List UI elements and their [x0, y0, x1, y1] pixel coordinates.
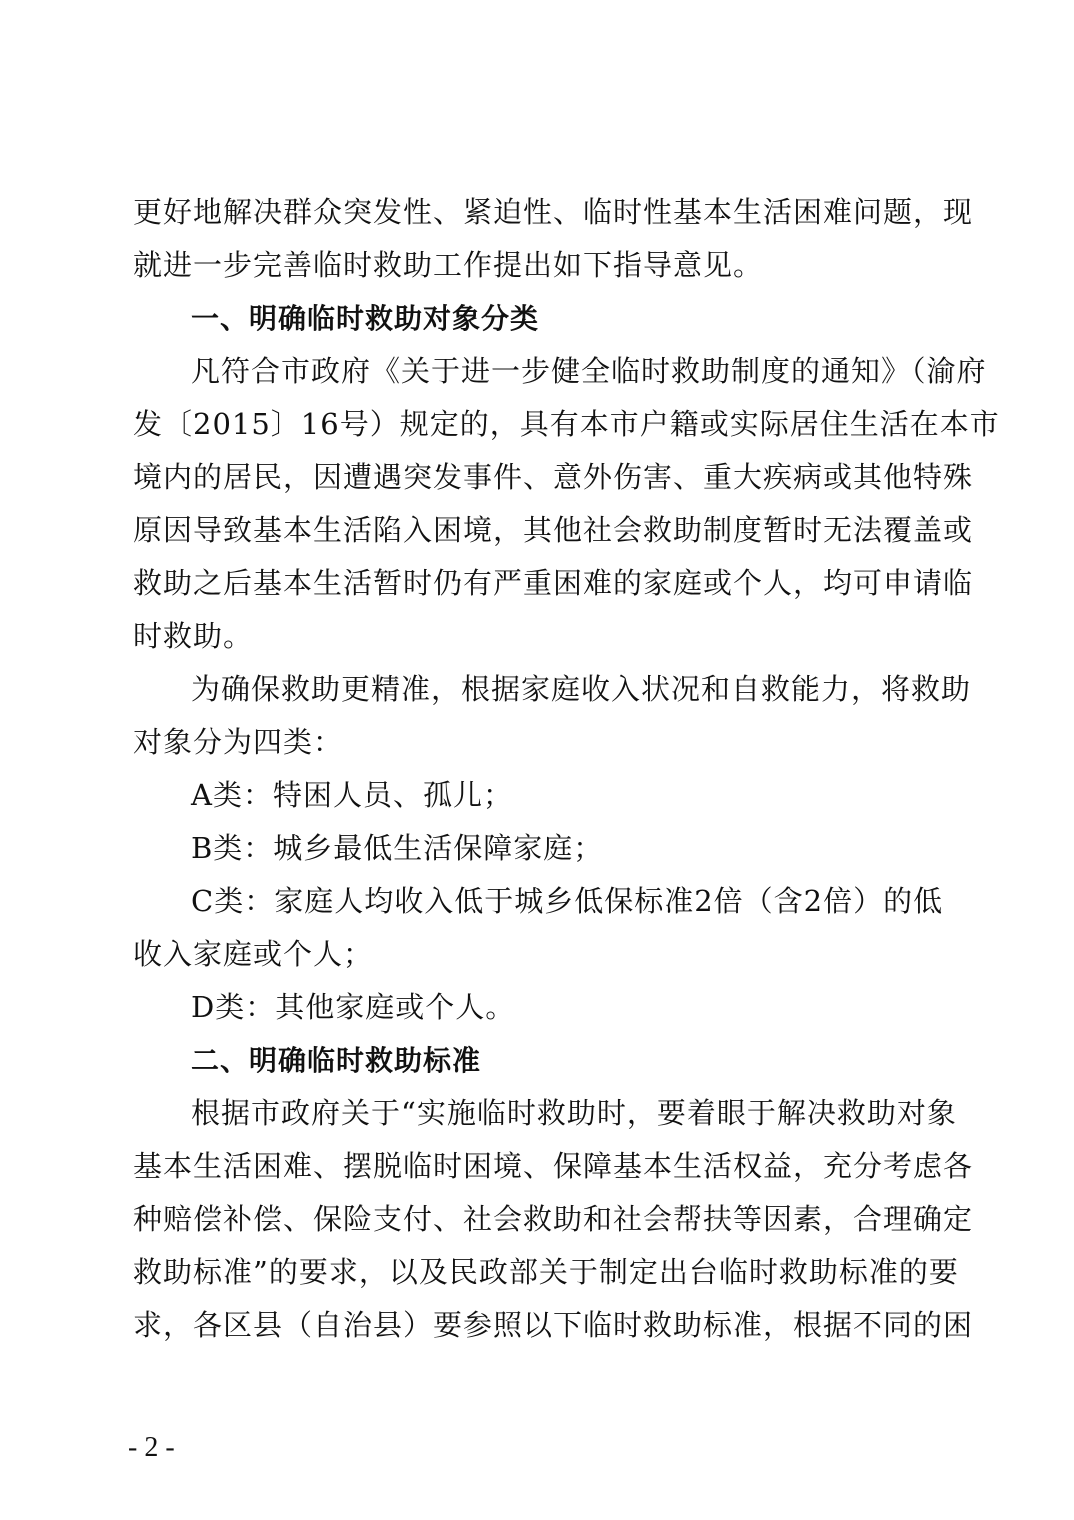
paragraph-line: 救助之后基本生活暂时仍有严重困难的家庭或个人，均可申请临 — [133, 566, 974, 600]
paragraph-line: 救助标准”的要求，以及民政部关于制定出台临时救助标准的要 — [133, 1255, 959, 1289]
paragraph-line: 种赔偿补偿、保险支付、社会救助和社会帮扶等因素，合理确定 — [133, 1202, 974, 1236]
document-body — [133, 186, 1000, 1352]
category-item-c-continued: 收入家庭或个人； — [133, 937, 374, 971]
paragraph-line: 凡符合市政府《关于进一步健全临时救助制度的通知》（渝府 — [191, 354, 987, 388]
paragraph-line: 更好地解决群众突发性、紧迫性、临时性基本生活困难问题，现 — [133, 195, 974, 229]
category-item-c: C类：家庭人均收入低于城乡低保标准2倍（含2倍）的低 — [191, 884, 944, 918]
paragraph-line: 基本生活困难、摆脱临时困境、保障基本生活权益，充分考虑各 — [133, 1149, 974, 1183]
paragraph-line: 对象分为四类： — [133, 725, 344, 759]
category-item-d: D类：其他家庭或个人。 — [191, 990, 516, 1024]
paragraph-line: 发〔2015〕16号）规定的，具有本市户籍或实际居住生活在本市 — [133, 407, 1000, 441]
paragraph-line: 时救助。 — [133, 619, 254, 653]
paragraph-line: 境内的居民，因遭遇突发事件、意外伤害、重大疾病或其他特殊 — [133, 460, 974, 494]
page-number: - 2 - — [128, 1432, 175, 1463]
section-heading-2: 二、明确临时救助标准 — [191, 1044, 482, 1077]
category-item-a: A类：特困人员、孤儿； — [191, 778, 513, 812]
paragraph-line: 原因导致基本生活陷入困境，其他社会救助制度暂时无法覆盖或 — [133, 513, 974, 547]
paragraph-line: 求，各区县（自治县）要参照以下临时救助标准，根据不同的困 — [133, 1308, 974, 1342]
paragraph-line: 为确保救助更精准，根据家庭收入状况和自救能力，将救助 — [191, 672, 972, 706]
paragraph-line: 就进一步完善临时救助工作提出如下指导意见。 — [133, 248, 764, 282]
paragraph-line: 根据市政府关于“实施临时救助时，要着眼于解决救助对象 — [191, 1096, 957, 1130]
category-item-b: B类：城乡最低生活保障家庭； — [191, 831, 604, 865]
section-heading-1: 一、明确临时救助对象分类 — [191, 302, 540, 335]
